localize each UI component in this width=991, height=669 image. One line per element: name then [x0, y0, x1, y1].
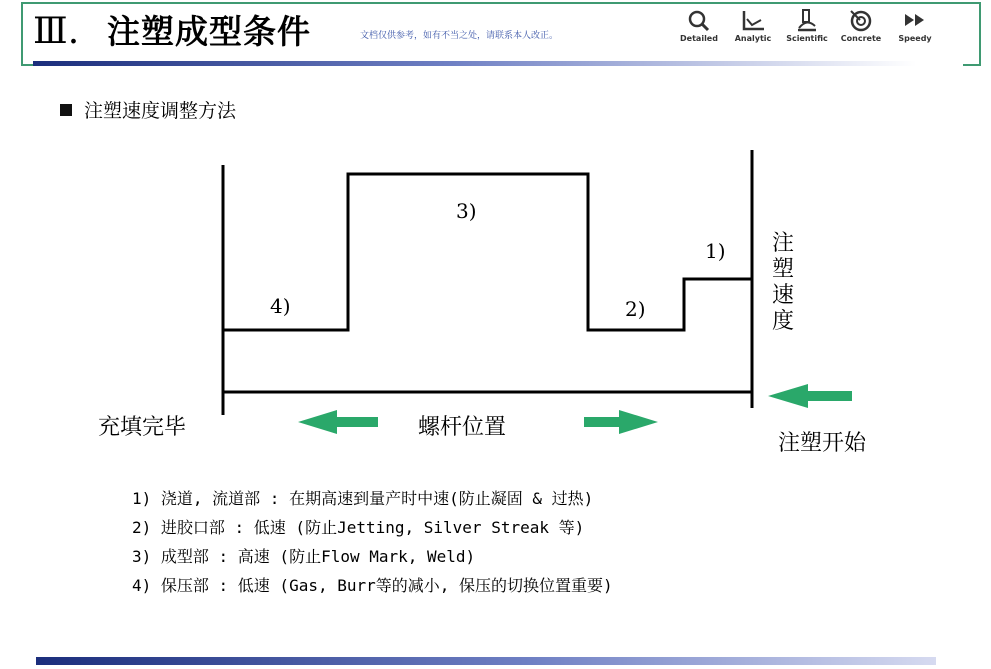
axis-char: 度 — [771, 309, 794, 334]
stage-1-label: 1) — [705, 239, 726, 263]
injection-speed-axis-label — [770, 231, 796, 335]
axis-char: 注 — [771, 231, 794, 256]
right-arrow-icon — [584, 410, 658, 434]
list-item: 4) 保压部 : 低速 (Gas, Burr等的减小, 保压的切换位置重要) — [132, 576, 613, 595]
axis-char: 塑 — [771, 257, 794, 282]
stage-2-label: 2) — [625, 297, 646, 321]
speed-profile-line — [223, 174, 752, 330]
footer-bar — [36, 657, 936, 665]
icon-label: Speedy — [898, 34, 932, 43]
notes-list — [132, 484, 613, 600]
list-item: 1) 浇道, 流道部 : 在期高速到量产时中速(防止凝固 & 过热) — [132, 489, 594, 508]
fill-complete-label: 充填完毕 — [98, 415, 187, 440]
icon-label: Detailed — [680, 34, 718, 43]
icon-label: Concrete — [840, 34, 882, 43]
icon-label: Analytic — [734, 34, 772, 43]
subtitle-text: 注塑速度调整方法 — [84, 100, 237, 122]
stage-4-label: 4) — [270, 294, 291, 318]
disclaimer-note: 文档仅供参考，如有不当之处，请联系本人改正。 — [360, 31, 559, 41]
section-number: Ⅲ. — [33, 11, 80, 52]
icon-label: Scientific — [786, 34, 828, 43]
list-item: 2) 进胶口部 : 低速 (防止Jetting, Silver Streak 等) — [132, 518, 585, 537]
injection-start-label: 注塑开始 — [778, 431, 867, 456]
list-item: 3) 成型部 : 高速 (防止Flow Mark, Weld) — [132, 547, 476, 566]
left-arrow-icon — [298, 410, 378, 434]
stage-3-label: 3) — [456, 199, 477, 223]
screw-position-label: 螺杆位置 — [418, 415, 507, 440]
axis-char: 速 — [771, 283, 794, 308]
page-title: 注塑成型条件 — [107, 12, 311, 51]
injection-start-arrow-icon — [768, 384, 852, 408]
